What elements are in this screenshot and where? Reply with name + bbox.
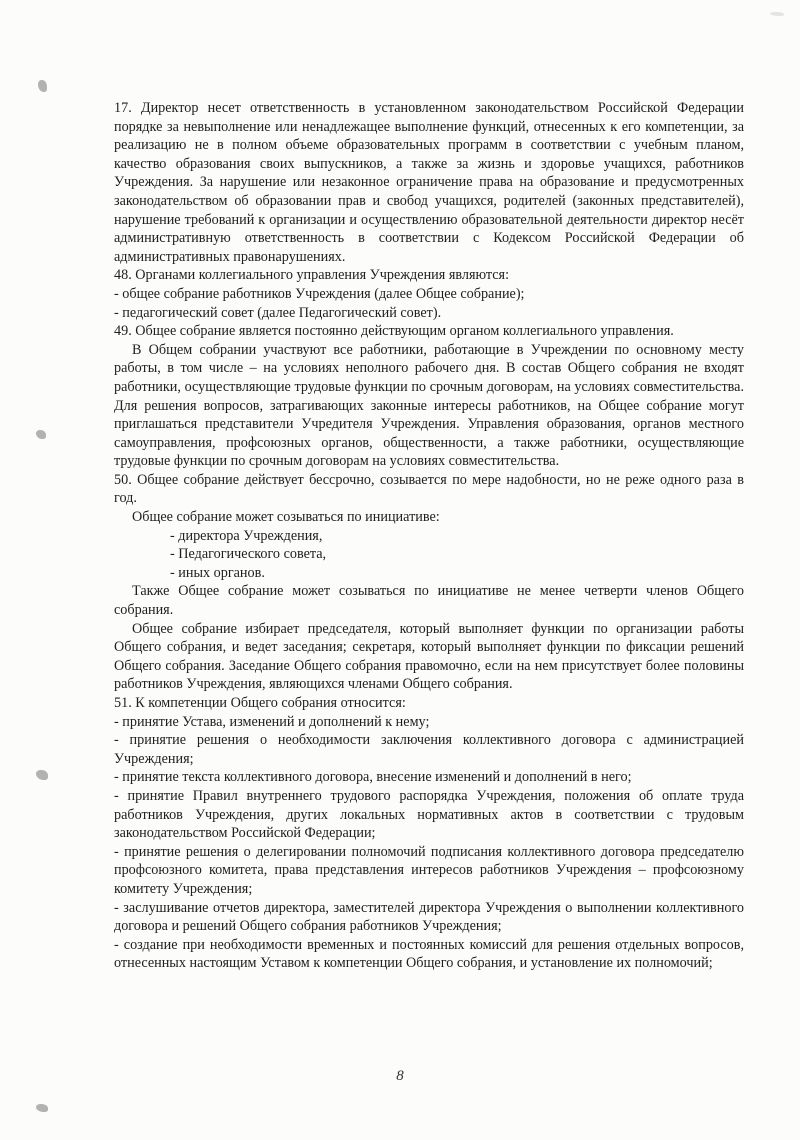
list-item: - директора Учреждения, xyxy=(170,527,323,544)
list-item: - принятие Устава, изменений и дополнений к нему; xyxy=(114,713,430,730)
list-item: - педагогический совет (далее Педагогический совет). xyxy=(114,304,442,321)
list-item: - иных органов. xyxy=(170,564,265,581)
paragraph-48: 48. Органами коллегиального управления Учреждения являются: xyxy=(114,267,510,284)
scan-speck xyxy=(38,80,47,92)
list-item: - создание при необходимости временных и постоянных комиссий для решения отдельных вопросов, отнесенных настоящим Уставом к компетенции Общего собрания, и установление их полномочий; xyxy=(114,936,744,972)
list-item: - принятие текста коллективного договора, внесение изменений и дополнений в него; xyxy=(114,769,632,786)
list-item: - принятие решения о делегировании полномочий подписания коллективного договора председателю профсоюзного комитета, права представления интересов работников Учреждения – профсоюзному комитету Учреждения; xyxy=(114,843,744,897)
list-item: - общее собрание работников Учреждения (далее Общее собрание); xyxy=(114,285,525,302)
paragraph-49: 49. Общее собрание является постоянно действующим органом коллегиального управления. xyxy=(114,323,674,340)
scan-speck xyxy=(36,1104,48,1112)
list-item: - принятие решения о необходимости заключения коллективного договора с администрацией Учреждения; xyxy=(114,732,744,767)
paragraph-17: 17. Директор несет ответственность в установленном законодательством Российской Федерации порядке за невыполнение или ненадлежащее выполнение функций, отнесенных к его компетенции, за реализацию не в полном объеме образовательных программ в соответствии с учебным планом, качество образования своих выпускников, а также за жизнь и здоровье учащихся, работников Учреждения. За нарушение или незаконное ограничение права на образование и предусмотренных законодательством об образовании прав и свобод учащихся, родителей (законных представителей), нарушение требований к организации и осуществлению образовательной деятельности директор несёт административную ответственность в соответствии с Кодексом Российской Федерации об административных правонарушениях. xyxy=(114,100,744,265)
scan-speck xyxy=(770,12,784,16)
paragraph: В Общем собрании участвуют все работники, работающие в Учреждении по основному месту работы, в том числе – на условиях неполного рабочего дня. В состав Общего собрания не входят работники, осуществляющие трудовые функции по срочным договорам, на условиях совместительства. Для решения вопросов, затрагивающих законные интересы работников, на Общее собрание могут приглашаться представители Учредителя Учреждения. Управления образования, органов местного самоуправления, профсоюзных органов, общественности, а также работники, осуществляющие трудовые функции по срочным договорам на условиях совместительства. xyxy=(114,341,744,470)
list-item: - принятие Правил внутреннего трудового распорядка Учреждения, положения об оплате труда работников Учреждения, других локальных нормативных актов в соответствии с трудовым законодательством Российской Федерации; xyxy=(114,787,744,842)
paragraph: Также Общее собрание может созываться по инициативе не менее четверти членов Общего собрания. xyxy=(114,583,744,619)
paragraph-50: 50. Общее собрание действует бессрочно, созывается по мере надобности, но не реже одного раза в год. xyxy=(114,471,744,507)
page-number: 8 xyxy=(396,1068,404,1084)
list-item: - заслушивание отчетов директора, заместителей директора Учреждения о выполнении коллективного договора и решений Общего собрания работников Учреждения; xyxy=(114,899,744,935)
scan-speck xyxy=(36,430,46,439)
paragraph-51: 51. К компетенции Общего собрания относится: xyxy=(114,695,406,711)
list-item: - Педагогического совета, xyxy=(170,546,327,563)
paragraph: Общее собрание может созываться по инициативе: xyxy=(132,509,440,526)
scan-speck xyxy=(36,770,48,780)
paragraph: Общее собрание избирает председателя, который выполняет функции по организации работы Общего собрания, и ведет заседания; секретаря, который выполняет функции по фиксации решений Общего собрания. Заседание Общего собрания правомочно, если на нем присутствует более половины работников Учреждения, являющихся членами Общего собрания. xyxy=(114,620,744,693)
document-body xyxy=(114,99,744,973)
